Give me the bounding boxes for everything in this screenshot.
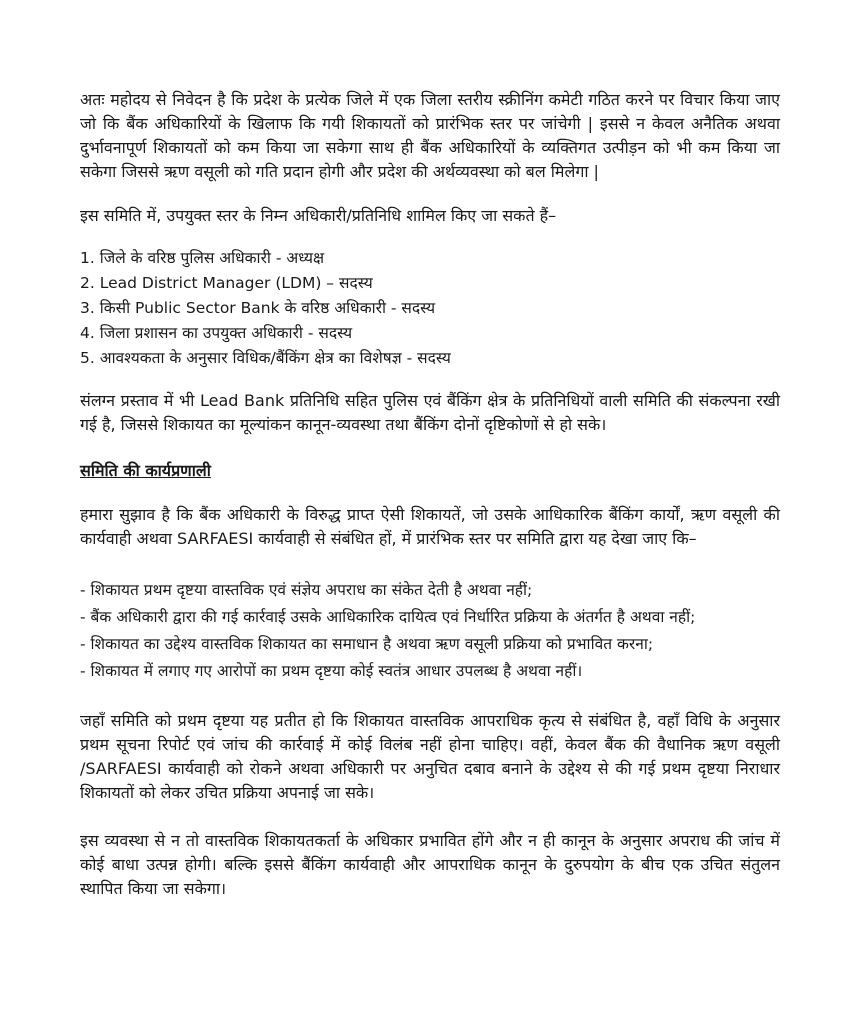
list-item: - बैंक अधिकारी द्वारा की गई कार्रवाई उसके आधिकारिक दायित्व एवं निर्धारित प्रक्रिया के अंतर्गत है अथवा नहीं; bbox=[80, 608, 696, 626]
list-item: - शिकायत में लगाए गए आरोपों का प्रथम दृष्टया कोई स्वतंत्र आधार उपलब्ध है अथवा नहीं। bbox=[80, 662, 583, 680]
intro-paragraph: अतः महोदय से निवेदन है कि प्रदेश के प्रत्येक जिले में एक जिला स्तरीय स्क्रीनिंग कमेटी गठित करने पर विचार किया जाए जो कि बैंक अधिकारियों के खिलाफ कि गयी शिकायतों को प्रारंभिक स्तर पर जांचेगी | इससे न केवल अनैतिक अथवा दुर्भावनापूर्ण शिकायतों को कम किया जा सकेगा साथ ही बैंक अधिकारियों के व्यक्तिगत उत्पीड़न को भी कम किया जा सकेगा जिससे ऋण वसूली को गति प्रदान होगी और प्रदेश की अर्थव्यवस्था को बल मिलेगा | bbox=[80, 90, 780, 181]
document-body bbox=[80, 88, 780, 901]
where-paragraph: जहाँ समिति को प्रथम दृष्टया यह प्रतीत हो कि शिकायत वास्तविक आपराधिक कृत्य से संबंधित है, वहाँ विधि के अनुसार प्रथम सूचना रिपोर्ट एवं जांच की कार्रवाई में कोई विलंब नहीं होना चाहिए। वहीं, केवल बैंक की वैधानिक ऋण वसूली /SARFAESI कार्यवाही को रोकने अथवा अधिकारी पर अनुचित दबाव बनाने के उद्देश्य से की गई प्रथम दृष्टया निराधार शिकायतों को लेकर उचित प्रक्रिया अपनाई जा सके। bbox=[80, 711, 780, 802]
checkpoints-list bbox=[80, 577, 780, 685]
committee-members-lead: इस समिति में, उपयुक्त स्तर के निम्न अधिकारी/प्रतिनिधि शामिल किए जा सकते हैं– bbox=[80, 206, 557, 225]
suggestion-paragraph: हमारा सुझाव है कि बैंक अधिकारी के विरुद्ध प्राप्त ऐसी शिकायतें, जो उसके आधिकारिक बैंकिंग कार्यों, ऋण वसूली की कार्यवाही अथवा SARFAESI कार्यवाही से संबंधित हों, में प्रारंभिक स्तर पर समिति द्वारा यह देखा जाए कि– bbox=[80, 505, 780, 548]
list-item: - शिकायत का उद्देश्य वास्तविक शिकायत का समाधान है अथवा ऋण वसूली प्रक्रिया को प्रभावित करना; bbox=[80, 635, 654, 653]
list-item: 4. जिला प्रशासन का उपयुक्त अधिकारी - सदस्य bbox=[80, 324, 353, 342]
list-item: - शिकायत प्रथम दृष्टया वास्तविक एवं संज्ञेय अपराध का संकेत देती है अथवा नहीं; bbox=[80, 581, 533, 599]
list-item: 3. किसी Public Sector Bank के वरिष्ठ अधिकारी - सदस्य bbox=[80, 299, 436, 317]
list-item: 1. जिले के वरिष्ठ पुलिस अधिकारी - अध्यक्ष bbox=[80, 249, 325, 267]
committee-members-list bbox=[80, 246, 780, 371]
final-paragraph: इस व्यवस्था से न तो वास्तविक शिकायतकर्ता के अधिकार प्रभावित होंगे और न ही कानून के अनुसार अपराध की जांच में कोई बाधा उत्पन्न होगी। बल्कि इससे बैंकिंग कार्यवाही और आपराधिक कानून के दुरुपयोग के बीच एक उचित संतुलन स्थापित किया जा सकेगा। bbox=[80, 831, 780, 898]
list-item: 2. Lead District Manager (LDM) – सदस्य bbox=[80, 274, 373, 292]
proposal-paragraph: संलग्न प्रस्ताव में भी Lead Bank प्रतिनिधि सहित पुलिस एवं बैंकिंग क्षेत्र के प्रतिनिधियों वाली समिति की संकल्पना रखी गई है, जिससे शिकायत का मूल्यांकन कानून-व्यवस्था तथा बैंकिंग दोनों दृष्टिकोणों से हो सके। bbox=[80, 391, 780, 434]
procedure-heading: समिति की कार्यप्रणाली bbox=[80, 461, 211, 480]
list-item: 5. आवश्यकता के अनुसार विधिक/बैंकिंग क्षेत्र का विशेषज्ञ - सदस्य bbox=[80, 349, 451, 367]
